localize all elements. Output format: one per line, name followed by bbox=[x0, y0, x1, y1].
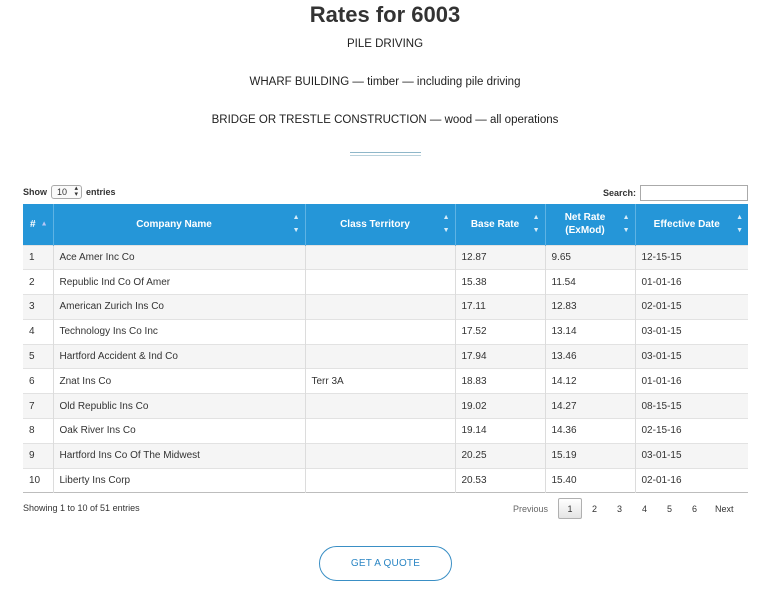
cell-effective-date: 01-01-16 bbox=[635, 369, 748, 394]
title-divider bbox=[350, 152, 421, 156]
cell-company-name: Liberty Ins Corp bbox=[53, 468, 305, 493]
table-row bbox=[23, 419, 748, 444]
cell-class-territory bbox=[305, 270, 455, 295]
cell-effective-date: 12-15-15 bbox=[635, 245, 748, 270]
cell-effective-date: 03-01-15 bbox=[635, 443, 748, 468]
cell-company-name: Hartford Ins Co Of The Midwest bbox=[53, 443, 305, 468]
pagination bbox=[505, 498, 742, 519]
sort-icon: ▲ ▼ bbox=[736, 214, 743, 235]
pagination-next[interactable]: Next bbox=[715, 503, 734, 514]
search-control bbox=[603, 185, 748, 201]
cell-base-rate: 18.83 bbox=[455, 369, 545, 394]
sort-icon: ▲ ▼ bbox=[442, 214, 450, 235]
pagination-page-3[interactable]: 3 bbox=[617, 503, 623, 514]
column-header-net-rate[interactable]: Net Rate (ExMod) ▲ ▼ bbox=[545, 204, 635, 245]
cell-company-name: American Zurich Ins Co bbox=[53, 295, 305, 320]
pagination-page-4[interactable]: 4 bbox=[642, 503, 648, 514]
cell-company-name: Old Republic Ins Co bbox=[53, 394, 305, 419]
pagination-previous[interactable]: Previous bbox=[513, 503, 549, 514]
cell-class-territory bbox=[305, 319, 455, 344]
cell-class-territory bbox=[305, 344, 455, 369]
subtitle-pile-driving: PILE DRIVING bbox=[346, 38, 424, 50]
cell-row-number: 2 bbox=[29, 276, 35, 288]
cell-base-rate: 17.11 bbox=[455, 295, 545, 320]
cell-base-rate: 19.02 bbox=[455, 394, 545, 419]
cell-class-territory bbox=[305, 443, 455, 468]
entries-select-value: 10 bbox=[57, 187, 68, 197]
entries-length-control bbox=[23, 185, 116, 199]
table-header-row bbox=[23, 204, 748, 245]
cell-net-rate: 15.19 bbox=[545, 443, 635, 468]
select-arrows-icon: ▴ ▾ bbox=[74, 185, 78, 198]
cell-class-territory: Terr 3A bbox=[305, 369, 455, 394]
column-header-base-rate[interactable]: Base Rate ▲ ▼ bbox=[455, 204, 545, 245]
cell-row-number: 7 bbox=[29, 400, 35, 412]
entries-label: entries bbox=[86, 187, 116, 197]
cell-net-rate: 13.14 bbox=[545, 319, 635, 344]
rates-table bbox=[23, 204, 748, 493]
cell-row-number: 1 bbox=[29, 251, 35, 263]
sort-icon: ▲ ▼ bbox=[532, 214, 540, 235]
cell-base-rate: 17.94 bbox=[455, 344, 545, 369]
cell-base-rate: 20.25 bbox=[455, 443, 545, 468]
cell-net-rate: 9.65 bbox=[545, 245, 635, 270]
cell-effective-date: 03-01-15 bbox=[635, 319, 748, 344]
column-header-effective-date[interactable]: Effective Date ▲ ▼ bbox=[635, 204, 748, 245]
sort-icon: ▲ ▼ bbox=[292, 214, 300, 235]
cell-effective-date: 01-01-16 bbox=[635, 270, 748, 295]
get-a-quote-button[interactable]: GET A QUOTE bbox=[319, 546, 452, 581]
cell-class-territory bbox=[305, 419, 455, 444]
table-row bbox=[23, 295, 748, 320]
cell-row-number: 5 bbox=[29, 351, 35, 363]
page-title: Rates for 6003 bbox=[309, 2, 461, 27]
cell-effective-date: 08-15-15 bbox=[635, 394, 748, 419]
entries-select[interactable] bbox=[51, 185, 82, 199]
cell-effective-date: 02-15-16 bbox=[635, 419, 748, 444]
cell-company-name: Republic Ind Co Of Amer bbox=[53, 270, 305, 295]
cell-company-name: Znat Ins Co bbox=[53, 369, 305, 394]
search-input[interactable] bbox=[640, 185, 748, 201]
subtitle-bridge-construction: BRIDGE OR TRESTLE CONSTRUCTION — wood — all operations bbox=[211, 114, 559, 126]
cell-base-rate: 12.87 bbox=[455, 245, 545, 270]
search-label: Search: bbox=[602, 188, 636, 198]
cell-effective-date: 03-01-15 bbox=[635, 344, 748, 369]
cell-net-rate: 14.12 bbox=[545, 369, 635, 394]
cell-net-rate: 14.36 bbox=[545, 419, 635, 444]
table-info: Showing 1 to 10 of 51 entries bbox=[23, 503, 140, 513]
column-header-class-territory[interactable]: Class Territory ▲ ▼ bbox=[305, 204, 455, 245]
cell-class-territory bbox=[305, 245, 455, 270]
cell-base-rate: 17.52 bbox=[455, 319, 545, 344]
cell-company-name: Technology Ins Co Inc bbox=[53, 319, 305, 344]
column-header-company-name[interactable]: Company Name ▲ ▼ bbox=[53, 204, 305, 245]
pagination-page-1[interactable]: 1 bbox=[558, 498, 582, 519]
show-label: Show bbox=[23, 187, 47, 197]
table-row bbox=[23, 319, 748, 344]
sort-icon: ▲ ▼ bbox=[622, 214, 630, 235]
cell-class-territory bbox=[305, 295, 455, 320]
cell-effective-date: 02-01-15 bbox=[635, 295, 748, 320]
table-row bbox=[23, 394, 748, 419]
table-row bbox=[23, 245, 748, 270]
pagination-page-6[interactable]: 6 bbox=[692, 503, 698, 514]
cell-company-name: Oak River Ins Co bbox=[53, 419, 305, 444]
cell-effective-date: 02-01-16 bbox=[635, 468, 748, 493]
cell-company-name: Ace Amer Inc Co bbox=[53, 245, 305, 270]
cell-net-rate: 11.54 bbox=[545, 270, 635, 295]
pagination-page-5[interactable]: 5 bbox=[667, 503, 673, 514]
cell-row-number: 8 bbox=[29, 425, 35, 437]
sort-asc-icon: ▲ bbox=[40, 220, 48, 228]
cell-class-territory bbox=[305, 394, 455, 419]
cell-row-number: 4 bbox=[29, 326, 35, 338]
table-row bbox=[23, 344, 748, 369]
column-header-number[interactable]: # ▲ bbox=[23, 204, 53, 245]
cell-base-rate: 20.53 bbox=[455, 468, 545, 493]
cell-company-name: Hartford Accident & Ind Co bbox=[53, 344, 305, 369]
cell-row-number: 10 bbox=[29, 475, 41, 487]
cell-base-rate: 19.14 bbox=[455, 419, 545, 444]
table-row bbox=[23, 270, 748, 295]
table-row bbox=[23, 369, 748, 394]
pagination-page-2[interactable]: 2 bbox=[592, 503, 598, 514]
cell-class-territory bbox=[305, 468, 455, 493]
cell-net-rate: 12.83 bbox=[545, 295, 635, 320]
cell-net-rate: 15.40 bbox=[545, 468, 635, 493]
cell-row-number: 9 bbox=[29, 450, 35, 462]
cell-base-rate: 15.38 bbox=[455, 270, 545, 295]
table-row bbox=[23, 443, 748, 468]
cell-net-rate: 14.27 bbox=[545, 394, 635, 419]
cell-net-rate: 13.46 bbox=[545, 344, 635, 369]
table-row bbox=[23, 468, 748, 493]
cell-row-number: 6 bbox=[29, 375, 35, 387]
cell-row-number: 3 bbox=[29, 301, 35, 313]
subtitle-wharf-building: WHARF BUILDING — timber — including pile driving bbox=[249, 76, 521, 88]
